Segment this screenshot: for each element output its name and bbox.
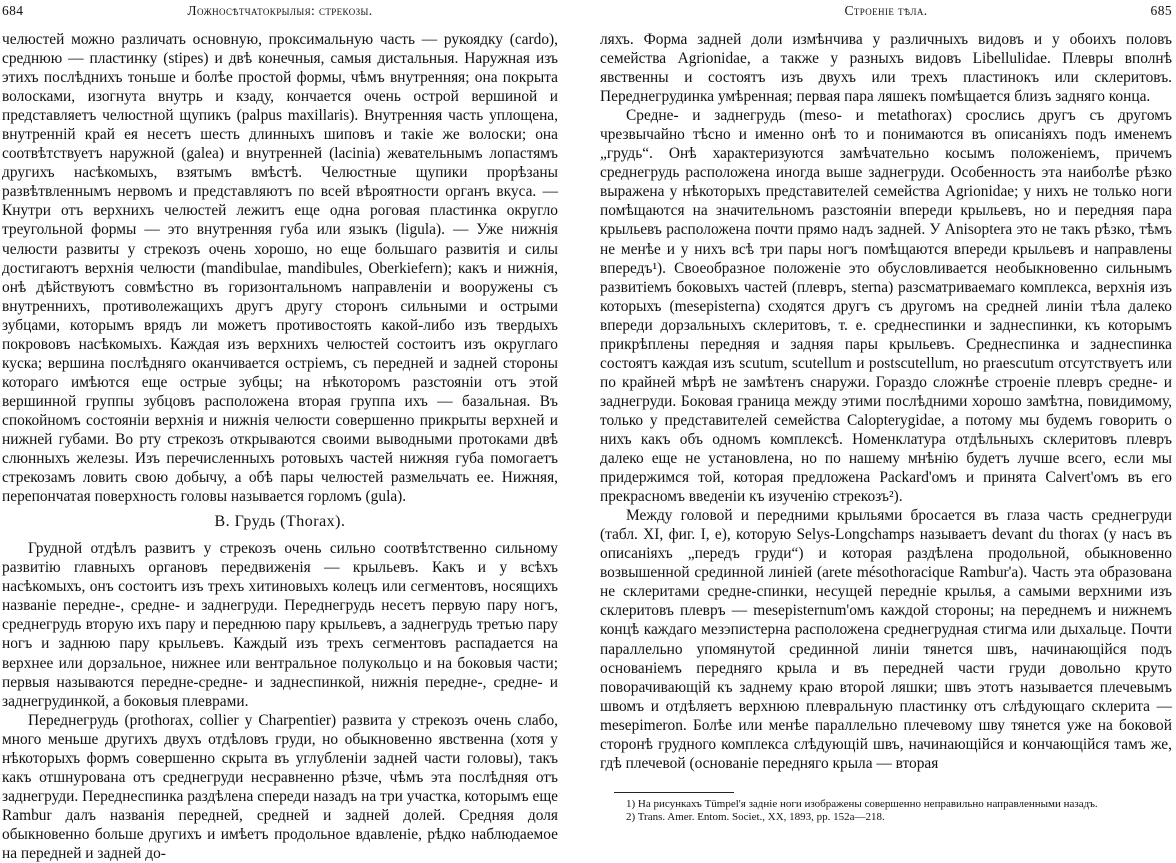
footnotes <box>600 798 1172 824</box>
running-title: Ложносѣтчатокрылыя: стрекозы. <box>187 3 373 18</box>
footnote: 2) Trans. Amer. Entom. Societ., XX, 1893, pp. 152a—218. <box>626 811 885 823</box>
page-number: 684 <box>2 3 24 18</box>
running-head <box>600 0 1172 22</box>
paragraph: Переднегрудь (prothorax, collier у Charpentier) развита у стрекозъ очень слабо, много меньше другихъ двухъ отдѣловъ груди, но обыкновенно явственна (хотя у нѣкоторыхъ формъ совершенно скрыта въ углубленіи задней части головы), такъ какъ отшнурована отъ среднегруди несравненно рѣзче, чѣмъ эта послѣдняя отъ заднегруди. Переднеспинка раздѣлена спереди назадъ на три участка, которымъ еще Rambur далъ названія передней, средней и задней долей. Средняя доля обыкновенно больше другихъ и имѣетъ продольное вдавленіе, рѣдко наблюдаемое на передней и задней до- <box>2 711 558 862</box>
running-title: Строеніе тѣла. <box>844 3 928 18</box>
right-page <box>600 0 1172 852</box>
running-head <box>2 0 558 22</box>
left-page <box>2 0 558 862</box>
page-number: 685 <box>1150 3 1172 18</box>
footnote: 1) На рисункахъ Tümpel'я задніе ноги изображены совершенно неправильно направленными назадъ. <box>626 798 1098 810</box>
paragraph: Между головой и передними крыльями бросается въ глаза часть среднегруди (табл. XI, фиг. I, e), которую Selys-Longchamps называетъ devant du thorax (у насъ въ описаніяхъ „передъ груди“) и которая раздѣлена продольной, обыкновенно возвышенной срединной линіей (arete mésothoracique Rambur'a). Часть эта образована не склеритами средне-спинки, несущей передніе крылья, а самыми верхними изъ склеритовъ плевръ — mesepisternum'омъ каждой стороны; на переднемъ и нижнемъ концѣ каждаго мезэпистерна расположена среднегрудная стигма или дыхальце. Почти параллельно упомянутой срединной линіи тянется швъ, начинающійся подъ основаніемъ передняго крыла и въ передней части груди довольно круто поворачивающій къ заднему краю второй ляшки; швъ этотъ называется плечевымъ швомъ и отдѣляетъ верхнюю плевральную пластинку отъ слѣдующаго склерита — mesepimeron. Болѣе или менѣе параллельно плечевому шву тянется уже на боковой сторонѣ грудного комплекса слѣдующій швъ, начинающійся и кончающійся тамъ же, гдѣ плечевой (основаніе передняго крыла — вторая <box>600 507 1172 772</box>
paragraph: Грудной отдѣлъ развитъ у стрекозъ очень сильно соотвѣтственно сильному развитію главныхъ органовъ передвиженія — крыльевъ. Какъ и у всѣхъ насѣкомыхъ, онъ состоитъ изъ трехъ хитиновыхъ колецъ или сегментовъ, носящихъ названіе передне-, средне- и заднегруди. Переднегрудь несетъ первую пару ногъ, среднегрудь вторую ихъ пару и переднюю пару крыльевъ, а заднегрудь третью пару ногъ и заднюю пару крыльевъ. Каждый изъ трехъ сегментовъ распадается на верхнее или дорзальное, нижнее или вентральное полукольцо и на боковыя части; первыя называются передне-средне- и заднеспинкой, нижнія передне-, средне- и заднегрудинкой, а боковыя плеврами. <box>2 540 558 710</box>
page-body <box>600 30 1172 773</box>
paragraph: челюстей можно различать основную, проксимальную часть — рукоядку (cardo), среднюю — пластинку (stipes) и двѣ конечныя, самыя дистальныя. Наружная изъ этихъ послѣднихъ тоньше и болѣе простой формы, чѣмъ внутренняя; она покрыта волосками, изогнута внутрь и кзаду, кончается очень острой вершиной и представляетъ челюстной щупикъ (palpus maxillaris). Внутренняя часть уплощена, внутренній край ея несетъ шесть длинныхъ шиповъ и такіе же волоски; она соотвѣтствуетъ наружной (galea) и внутренней (lacinia) жевательнымъ лопастямъ другихъ насѣкомыхъ, взятымъ вмѣстѣ. Челюстные щупики прорѣзаны развѣтвленнымъ нервомъ и представляютъ по всей вѣроятности органъ вкуса. — Кнутри отъ верхнихъ челюстей лежитъ еще одна роговая пластинка округло треугольной формы — это внутренняя губа или языкъ (ligula). — Уже нижнія челюсти развиты у стрекозъ очень хорошо, но еще большаго развитія и силы достигаютъ верхнія челюсти (mandibulae, mandibules, Oberkiefern); какъ и нижнія, онѣ дѣйствуютъ совмѣстно въ горизонтальномъ направленіи и вооружены съ внутреннихъ, противолежащихъ другъ другу сторонъ сильными и острыми зубцами, которымъ врядъ ли можетъ противостоять какой-либо изъ твердыхъ покрововъ насѣкомыхъ. Каждая изъ верхнихъ челюстей состоитъ изъ округлаго куска; вершина послѣдняго оканчивается остріемъ, съ передней и задней стороны котораго имѣются еще острые зубцы; на нѣкоторомъ разстояніи отъ этой вершинной группы зубцовъ расположена вторая группа ихъ — базальная. Въ спокойномъ состояніи верхнія и нижнія челюсти совершенно прикрыты верхней и нижней губами. Во рту стрекозъ открываются своими выводными протоками двѣ слюнныхъ железы. Изъ перечисленныхъ ротовыхъ частей нижняя губа помогаетъ стрекозамъ ловить свою добычу, а обѣ пары челюстей размельчать ее. Нижняя, перепончатая поверхность головы называется горломъ (gula). <box>2 31 558 506</box>
paragraph: ляхъ. Форма задней доли измѣнчива у различныхъ видовъ и у обоихъ половъ семейства Agrionidae, а также у разныхъ видовъ Libellulidae. Плевры вполнѣ явственны и состоятъ изъ двухъ или трехъ пластинокъ или склеритовъ. Переднегрудинка умѣренная; первая пара ляшекъ помѣщается близъ задняго конца. <box>600 31 1172 106</box>
paragraph: Средне- и заднегрудь (meso- и metathorax) срослись другъ съ другомъ чрезвычайно тѣсно и именно онѣ то и понимаются въ описаніяхъ подъ именемъ „грудь“. Онѣ характеризуются замѣчательно косымъ положеніемъ, причемъ среднегрудь расположена иногда выше заднегруди. Особенность эта наиболѣе рѣзко выражена у нѣкоторыхъ представителей семейства Agrionidae; у нихъ не только ноги помѣщаются на значительномъ разстояніи впереди крыльевъ, но и передняя пара крыльевъ расположена почти прямо надъ задней. У Anisoptera это не такъ рѣзко, тѣмъ не менѣе и у нихъ всѣ три пары ногъ помѣщаются впереди крыльевъ и направлены впередъ¹). Своеобразное положеніе это обусловливается необыкновенно сильнымъ развитіемъ боковыхъ частей (плевръ, sterna) разсматриваемаго комплекса, верхнія изъ которыхъ (mesepisterna) сходятся другъ съ другомъ на средней линіи тѣла далеко впереди дорзальныхъ склеритовъ, т. е. среднеспинки и заднеспинки, къ которымъ прикрѣплены передняя и задняя пары крыльевъ. Среднеспинка и заднеспинка состоятъ каждая изъ scutum, scutellum и postscutellum, но praescutum отсутствуетъ или по крайней мѣрѣ не замѣтенъ снаружи. Гораздо сложнѣе строеніе плевръ средне- и заднегруди. Боковая граница между этими послѣдними хорошо замѣтна, повидимому, только у представителей семейства Calopterygidae, а потому мы будемъ говорить о нихъ какъ объ одномъ комплексѣ. Номенклатура отдѣльныхъ склеритовъ плевръ далеко еще не установлена, но по нашему мнѣнію будетъ лучше всего, если мы придержимся той, которая предложена Packard'омъ и принята Calvert'омъ въ его прекрасномъ введеніи къ изученію стрекозъ²). <box>600 107 1172 506</box>
footnote-rule <box>614 792 734 793</box>
page-body <box>2 30 558 863</box>
section-heading: B. Грудь (Thorax). <box>214 513 346 531</box>
